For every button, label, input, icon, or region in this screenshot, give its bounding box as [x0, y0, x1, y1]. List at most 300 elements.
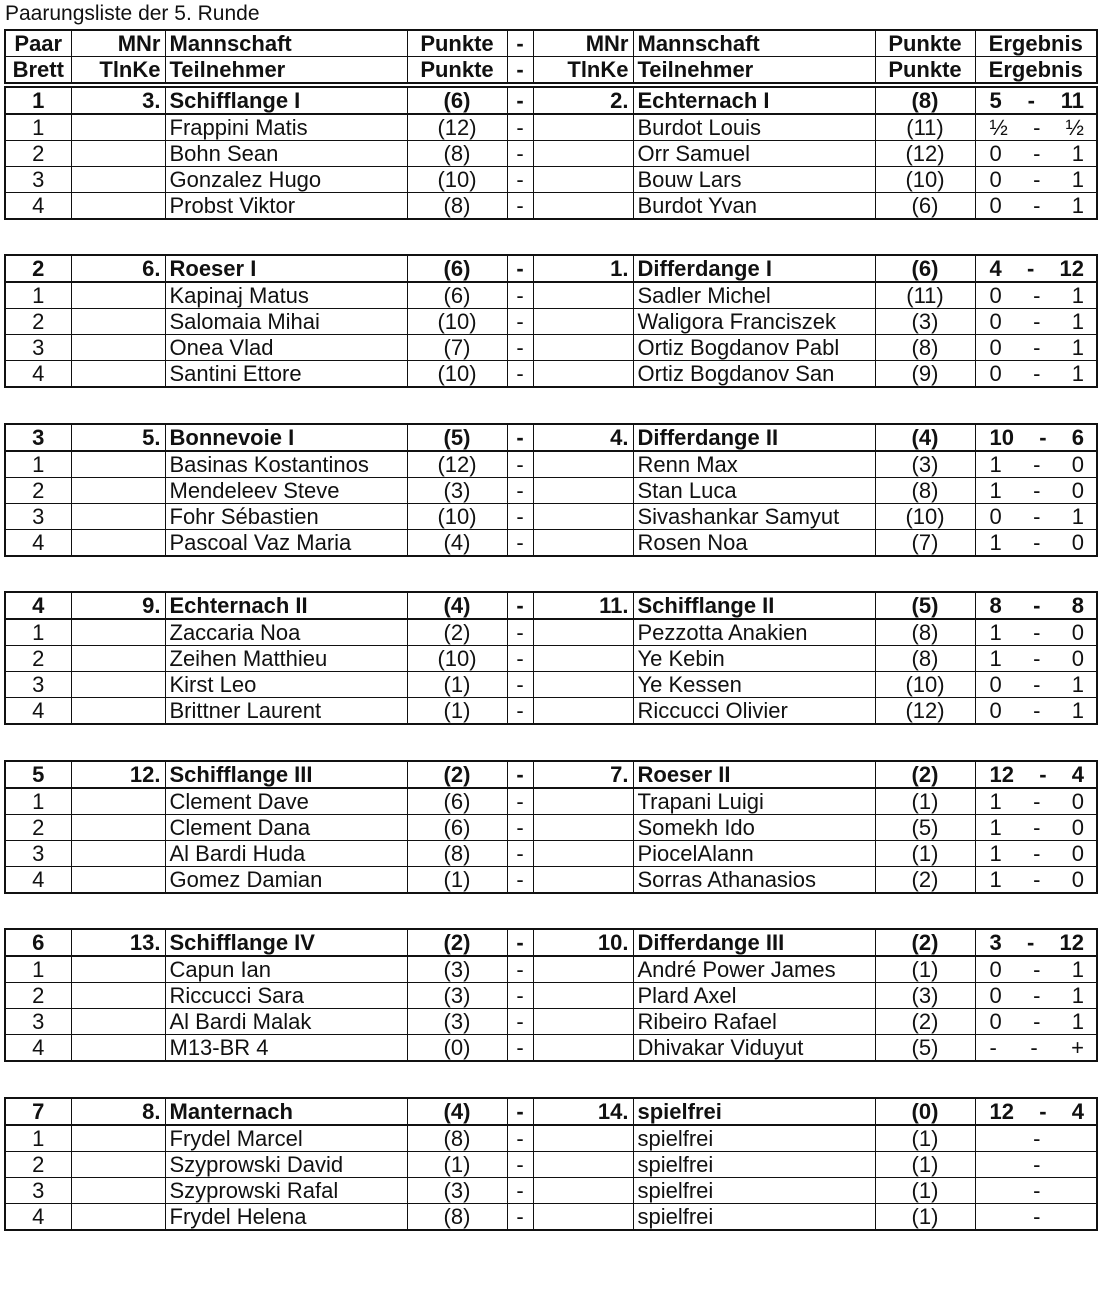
result-away: 0: [1071, 789, 1084, 814]
away-player-number: [533, 983, 633, 1009]
away-player-name: Stan Luca: [633, 478, 875, 504]
away-player-number: [533, 167, 633, 193]
pairing-block: [4, 591, 1098, 725]
result-home: 0: [989, 957, 1002, 982]
result-separator: -: [1033, 504, 1041, 529]
home-player-number: [71, 1204, 165, 1231]
result-score: [980, 957, 1093, 982]
home-player-name: Zeihen Matthieu: [165, 646, 407, 672]
home-player-number: [71, 114, 165, 141]
result-separator: -: [1026, 256, 1035, 281]
team-row: [5, 1098, 1097, 1125]
board-number: 4: [5, 1204, 71, 1231]
away-player-number: [533, 530, 633, 557]
dash: -: [507, 698, 533, 725]
away-player-number: [533, 1035, 633, 1062]
away-player-name: Sorras Athanasios: [633, 867, 875, 894]
result-home: 12: [989, 1099, 1014, 1124]
home-player-points: (1): [407, 698, 507, 725]
result-away: 12: [1059, 256, 1084, 281]
col-result: Ergebnis: [975, 57, 1097, 84]
home-player-number: [71, 309, 165, 335]
result-separator: -: [1033, 478, 1041, 503]
away-team-name: Differdange I: [633, 255, 875, 282]
dash: -: [507, 451, 533, 478]
home-player-name: Gomez Damian: [165, 867, 407, 894]
home-player-number: [71, 672, 165, 698]
result-cell: [975, 451, 1097, 478]
dash: -: [507, 841, 533, 867]
result-separator: -: [1033, 1126, 1041, 1151]
result-cell: [975, 1035, 1097, 1062]
dash: -: [507, 1009, 533, 1035]
dash: -: [507, 1204, 533, 1231]
home-team-number: 6.: [71, 255, 165, 282]
home-player-number: [71, 815, 165, 841]
result-cell: [975, 141, 1097, 167]
result-cell: [975, 282, 1097, 309]
home-player-points: (10): [407, 504, 507, 530]
away-player-points: (2): [875, 867, 975, 894]
away-player-points: (11): [875, 282, 975, 309]
home-player-number: [71, 282, 165, 309]
result-away: 4: [1071, 1099, 1084, 1124]
away-player-number: [533, 815, 633, 841]
board-number: 2: [5, 646, 71, 672]
result-score: [980, 167, 1093, 192]
result-cell: [975, 114, 1097, 141]
board-row: [5, 478, 1097, 504]
result-cell: [975, 983, 1097, 1009]
result-separator: -: [1033, 167, 1041, 192]
result-separator: -: [1033, 141, 1041, 166]
board-row: [5, 867, 1097, 894]
result-away: 4: [1071, 762, 1084, 787]
board-row: [5, 1035, 1097, 1062]
away-player-points: (1): [875, 788, 975, 815]
result-score: [980, 141, 1093, 166]
away-player-name: Ortiz Bogdanov San: [633, 361, 875, 388]
dash: -: [507, 815, 533, 841]
home-player-name: Fohr Sébastien: [165, 504, 407, 530]
board-number: 4: [5, 530, 71, 557]
result-score: [980, 256, 1093, 281]
dash: -: [507, 478, 533, 504]
dash: -: [507, 788, 533, 815]
result-cell: [975, 698, 1097, 725]
board-number: 1: [5, 282, 71, 309]
result-away: 8: [1071, 593, 1084, 618]
home-player-points: (3): [407, 983, 507, 1009]
result-score: [980, 1204, 1093, 1229]
home-player-points: (3): [407, 1009, 507, 1035]
away-player-points: (7): [875, 530, 975, 557]
dash: -: [507, 167, 533, 193]
result-separator: -: [1033, 789, 1041, 814]
away-player-number: [533, 193, 633, 220]
result-score: [980, 930, 1093, 955]
home-player-points: (6): [407, 282, 507, 309]
team-row: [5, 87, 1097, 114]
result-home: 1: [989, 530, 1002, 555]
home-player-points: (0): [407, 1035, 507, 1062]
dash: -: [507, 983, 533, 1009]
result-score: [980, 593, 1093, 618]
away-player-points: (1): [875, 841, 975, 867]
board-number: 2: [5, 478, 71, 504]
col-paar: Paar: [5, 30, 71, 57]
result-home: 1: [989, 867, 1002, 892]
header-row-player: [5, 57, 1097, 84]
home-team-points: (6): [407, 87, 507, 114]
home-player-number: [71, 1125, 165, 1152]
home-player-number: [71, 167, 165, 193]
away-player-number: [533, 478, 633, 504]
home-team-points: (6): [407, 255, 507, 282]
away-team-points: (6): [875, 255, 975, 282]
result-separator: -: [1033, 672, 1041, 697]
result-home: 1: [989, 452, 1002, 477]
home-player-name: Szyprowski David: [165, 1152, 407, 1178]
away-team-points: (4): [875, 424, 975, 451]
result-cell: [975, 424, 1097, 451]
home-team-name: Schifflange IV: [165, 929, 407, 956]
home-player-points: (8): [407, 1125, 507, 1152]
result-separator: -: [1039, 1099, 1047, 1124]
away-player-number: [533, 361, 633, 388]
away-player-points: (3): [875, 983, 975, 1009]
board-number: 1: [5, 956, 71, 983]
result-score: [980, 1152, 1093, 1177]
home-player-name: Clement Dave: [165, 788, 407, 815]
home-team-points: (2): [407, 761, 507, 788]
home-team-points: (2): [407, 929, 507, 956]
result-score: [980, 1035, 1093, 1060]
result-home: 0: [989, 141, 1002, 166]
board-row: [5, 956, 1097, 983]
result-home: 4: [989, 256, 1002, 281]
result-separator: -: [1033, 698, 1041, 723]
home-player-points: (3): [407, 478, 507, 504]
result-score: [980, 283, 1093, 308]
team-row: [5, 761, 1097, 788]
result-score: [980, 1099, 1093, 1124]
result-separator: -: [1033, 115, 1041, 140]
board-number: 4: [5, 867, 71, 894]
result-away: 1: [1071, 983, 1084, 1008]
board-number: 3: [5, 841, 71, 867]
away-player-points: (3): [875, 309, 975, 335]
result-away: 0: [1071, 478, 1084, 503]
result-cell: [975, 788, 1097, 815]
home-team-number: 8.: [71, 1098, 165, 1125]
home-player-points: (10): [407, 309, 507, 335]
result-cell: [975, 335, 1097, 361]
team-row: [5, 424, 1097, 451]
result-separator: -: [1033, 1009, 1041, 1034]
result-score: [980, 620, 1093, 645]
result-separator: -: [1033, 1152, 1041, 1177]
board-number: 1: [5, 114, 71, 141]
away-player-name: Ribeiro Rafael: [633, 1009, 875, 1035]
home-player-points: (3): [407, 956, 507, 983]
result-separator: -: [1026, 930, 1035, 955]
home-player-number: [71, 1178, 165, 1204]
dash: -: [507, 193, 533, 220]
board-number: 4: [5, 361, 71, 388]
away-player-points: (8): [875, 478, 975, 504]
dash: -: [507, 504, 533, 530]
col-player: Teilnehmer: [165, 57, 407, 84]
result-score: [980, 1009, 1093, 1034]
away-player-name: spielfrei: [633, 1125, 875, 1152]
board-row: [5, 1204, 1097, 1231]
result-separator: -: [1039, 425, 1047, 450]
result-cell: [975, 1204, 1097, 1231]
result-away: 1: [1071, 1009, 1084, 1034]
away-player-points: (8): [875, 619, 975, 646]
home-player-name: Bohn Sean: [165, 141, 407, 167]
away-player-name: Renn Max: [633, 451, 875, 478]
home-team-points: (5): [407, 424, 507, 451]
home-player-points: (8): [407, 141, 507, 167]
board-row: [5, 141, 1097, 167]
dash: -: [507, 1035, 533, 1062]
result-home: 0: [989, 167, 1002, 192]
dash: -: [507, 424, 533, 451]
home-team-name: Roeser I: [165, 255, 407, 282]
board-row: [5, 698, 1097, 725]
result-score: [980, 1126, 1093, 1151]
result-away: 1: [1071, 361, 1084, 386]
result-away: 0: [1071, 841, 1084, 866]
result-score: [980, 452, 1093, 477]
board-row: [5, 672, 1097, 698]
away-team-number: 11.: [533, 592, 633, 619]
dash: -: [507, 87, 533, 114]
col-points-away: Punkte: [875, 57, 975, 84]
col-result: Ergebnis: [975, 30, 1097, 57]
result-away: 0: [1071, 815, 1084, 840]
away-team-points: (0): [875, 1098, 975, 1125]
home-player-points: (8): [407, 1204, 507, 1231]
result-away: 1: [1071, 141, 1084, 166]
away-player-name: Sivashankar Samyut: [633, 504, 875, 530]
board-row: [5, 983, 1097, 1009]
board-row: [5, 646, 1097, 672]
away-team-points: (2): [875, 761, 975, 788]
away-player-name: spielfrei: [633, 1152, 875, 1178]
away-player-name: Burdot Yvan: [633, 193, 875, 220]
result-score: [980, 841, 1093, 866]
result-cell: [975, 1098, 1097, 1125]
result-away: 6: [1071, 425, 1084, 450]
away-player-name: Trapani Luigi: [633, 788, 875, 815]
home-player-number: [71, 867, 165, 894]
dash: -: [507, 956, 533, 983]
result-home: 1: [989, 646, 1002, 671]
board-row: [5, 167, 1097, 193]
away-player-points: (5): [875, 1035, 975, 1062]
dash: -: [507, 1152, 533, 1178]
result-score: [980, 504, 1093, 529]
result-cell: [975, 193, 1097, 220]
board-number: 1: [5, 788, 71, 815]
home-team-name: Manternach: [165, 1098, 407, 1125]
pair-number: 4: [5, 592, 71, 619]
away-player-number: [533, 646, 633, 672]
col-points: Punkte: [407, 57, 507, 84]
pair-number: 2: [5, 255, 71, 282]
result-home: 12: [989, 762, 1014, 787]
result-home: -: [989, 1035, 997, 1060]
board-row: [5, 114, 1097, 141]
dash: -: [507, 255, 533, 282]
away-player-points: (10): [875, 672, 975, 698]
home-player-name: Riccucci Sara: [165, 983, 407, 1009]
col-tlnke: TlnKe: [71, 57, 165, 84]
board-number: 3: [5, 672, 71, 698]
away-player-points: (6): [875, 193, 975, 220]
home-player-points: (10): [407, 167, 507, 193]
away-player-points: (12): [875, 698, 975, 725]
result-separator: -: [1033, 957, 1041, 982]
home-team-points: (4): [407, 592, 507, 619]
result-score: [980, 983, 1093, 1008]
pairing-block: [4, 1097, 1098, 1231]
result-home: ½: [989, 115, 1008, 140]
result-away: 0: [1071, 646, 1084, 671]
home-player-number: [71, 361, 165, 388]
home-player-number: [71, 619, 165, 646]
away-team-name: Differdange II: [633, 424, 875, 451]
away-player-name: Bouw Lars: [633, 167, 875, 193]
pair-number: 1: [5, 87, 71, 114]
result-separator: -: [1039, 762, 1047, 787]
away-player-number: [533, 788, 633, 815]
away-team-number: 10.: [533, 929, 633, 956]
home-player-points: (1): [407, 1152, 507, 1178]
result-cell: [975, 478, 1097, 504]
result-separator: -: [1033, 193, 1041, 218]
away-player-name: Dhivakar Viduyut: [633, 1035, 875, 1062]
result-home: 0: [989, 504, 1002, 529]
away-player-points: (10): [875, 167, 975, 193]
away-team-name: Roeser II: [633, 761, 875, 788]
pair-number: 6: [5, 929, 71, 956]
result-score: [980, 789, 1093, 814]
result-away: 1: [1071, 309, 1084, 334]
away-player-name: Ortiz Bogdanov Pabl: [633, 335, 875, 361]
away-player-points: (3): [875, 451, 975, 478]
result-cell: [975, 761, 1097, 788]
away-player-points: (1): [875, 956, 975, 983]
result-home: 0: [989, 361, 1002, 386]
home-player-number: [71, 451, 165, 478]
home-player-name: Salomaia Mihai: [165, 309, 407, 335]
result-separator: -: [1033, 867, 1041, 892]
dash: -: [507, 929, 533, 956]
home-player-number: [71, 335, 165, 361]
dash: -: [507, 1178, 533, 1204]
away-player-name: Somekh Ido: [633, 815, 875, 841]
away-player-number: [533, 619, 633, 646]
away-team-points: (8): [875, 87, 975, 114]
result-separator: -: [1033, 1204, 1041, 1229]
dash: -: [507, 530, 533, 557]
result-home: 1: [989, 815, 1002, 840]
home-player-points: (1): [407, 672, 507, 698]
pair-number: 5: [5, 761, 71, 788]
away-player-number: [533, 672, 633, 698]
result-cell: [975, 255, 1097, 282]
result-away: 11: [1060, 88, 1084, 113]
result-score: [980, 762, 1093, 787]
result-score: [980, 698, 1093, 723]
away-player-name: Pezzotta Anakien: [633, 619, 875, 646]
home-team-name: Echternach II: [165, 592, 407, 619]
away-player-number: [533, 309, 633, 335]
home-player-number: [71, 1152, 165, 1178]
board-number: 4: [5, 698, 71, 725]
result-home: 0: [989, 1009, 1002, 1034]
home-player-name: Zaccaria Noa: [165, 619, 407, 646]
result-home: 0: [989, 672, 1002, 697]
board-row: [5, 335, 1097, 361]
result-home: 3: [989, 930, 1002, 955]
home-player-points: (10): [407, 361, 507, 388]
result-cell: [975, 361, 1097, 388]
result-separator: -: [1033, 593, 1041, 618]
result-away: 1: [1071, 283, 1084, 308]
result-away: 1: [1071, 504, 1084, 529]
result-home: 0: [989, 283, 1002, 308]
home-player-name: Santini Ettore: [165, 361, 407, 388]
away-player-number: [533, 451, 633, 478]
col-dash: -: [507, 57, 533, 84]
result-cell: [975, 929, 1097, 956]
away-player-points: (8): [875, 646, 975, 672]
home-player-name: Kirst Leo: [165, 672, 407, 698]
col-team: Mannschaft: [165, 30, 407, 57]
board-number: 4: [5, 1035, 71, 1062]
home-player-points: (12): [407, 451, 507, 478]
home-player-points: (10): [407, 646, 507, 672]
away-player-number: [533, 841, 633, 867]
col-dash: -: [507, 30, 533, 57]
result-cell: [975, 841, 1097, 867]
away-player-name: Ye Kebin: [633, 646, 875, 672]
away-team-number: 1.: [533, 255, 633, 282]
result-home: 0: [989, 335, 1002, 360]
result-separator: -: [1033, 530, 1041, 555]
away-team-number: 7.: [533, 761, 633, 788]
result-cell: [975, 309, 1097, 335]
board-number: 1: [5, 1125, 71, 1152]
result-separator: -: [1033, 841, 1041, 866]
result-home: 0: [989, 193, 1002, 218]
home-player-number: [71, 1009, 165, 1035]
away-player-points: (2): [875, 1009, 975, 1035]
board-number: 2: [5, 1152, 71, 1178]
board-row: [5, 619, 1097, 646]
away-player-points: (8): [875, 335, 975, 361]
board-row: [5, 788, 1097, 815]
dash: -: [507, 592, 533, 619]
dash: -: [507, 282, 533, 309]
away-player-number: [533, 867, 633, 894]
dash: -: [507, 309, 533, 335]
